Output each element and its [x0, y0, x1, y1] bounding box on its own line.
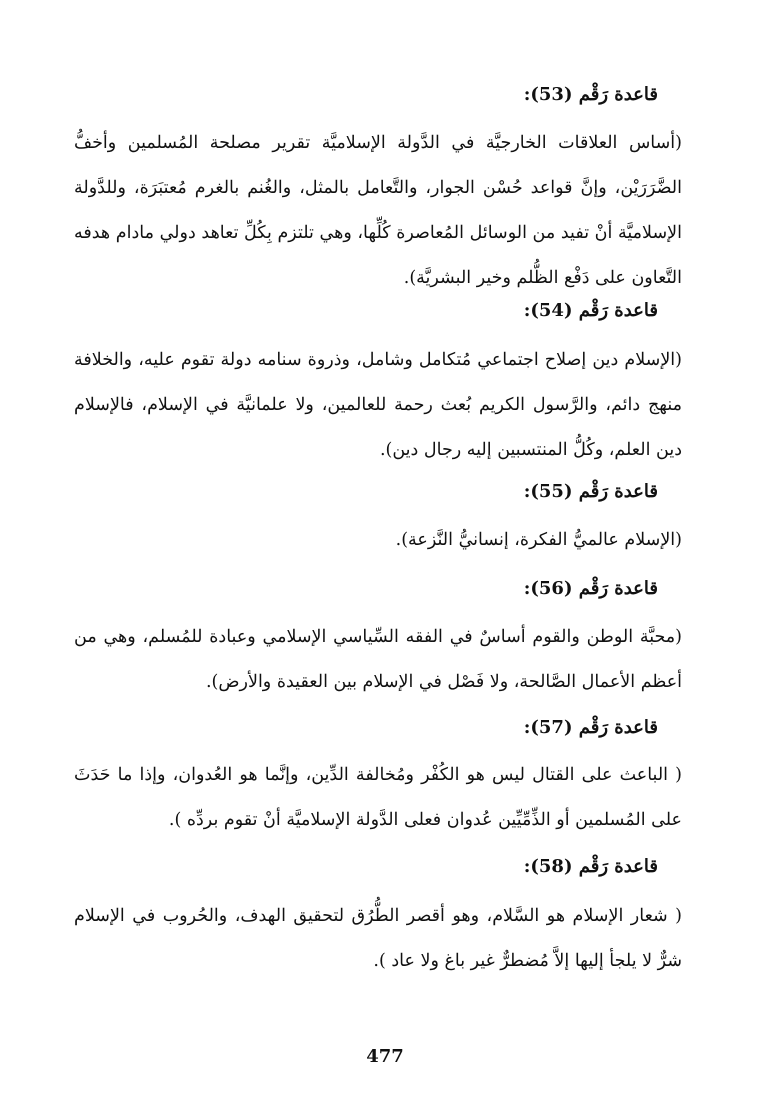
rule-58-heading: قاعدة رَقْم (58): — [523, 856, 658, 877]
rule-55-heading: قاعدة رَقْم (55): — [523, 481, 658, 502]
rule-57-text: ( الباعث على القتال ليس هو الكُفْر ومُخالفة الدِّين، وإنَّما هو العُدوان، وإذا ما حَدَثَ على المُسلمين أو الذِّمِّيِّين عُدوان فعلى الدَّولة الإسلاميَّة أنْ تقوم بردِّه ). — [74, 765, 682, 830]
rule-53-text: (أساس العلاقات الخارجيَّة في الدَّولة الإسلاميَّة تقرير مصلحة المُسلمين وأخفُّ الضَّرَرَيْن، وإنَّ قواعد حُسْن الجوار، والتَّعامل بالمثل، والغُنم بالغرم مُعتبَرَة، وللدَّولة الإسلاميَّة أنْ تفيد من الوسائل المُعاصرة كُلِّها، وهي تلتزم بِكُلِّ تعاهد دولي مادام هدفه التَّعاون على دَفْع الظُّلم وخير البشريَّة). — [74, 133, 682, 288]
rule-56-text: (محبَّة الوطن والقوم أساسٌ في الفقه السِّياسي الإسلامي وعبادة للمُسلم، وهي من أعظم الأعمال الصَّالحة، ولا فَصْل في الإسلام بين العقيدة والأرض). — [74, 627, 682, 692]
rule-54-text: (الإسلام دين إصلاح اجتماعي مُتكامل وشامل، وذروة سنامه دولة تقوم عليه، والخلافة منهج دائم، والرَّسول الكريم بُعث رحمة للعالمين، ولا علمانيَّة في الإسلام، فالإسلام دين العلم، وكُلُّ المنتسبين إليه رجال دين). — [74, 350, 682, 460]
rule-56-heading: قاعدة رَقْم (56): — [523, 578, 658, 599]
rule-54-heading: قاعدة رَقْم (54): — [523, 300, 658, 321]
rule-53-heading: قاعدة رَقْم (53): — [523, 84, 658, 105]
rule-55-text: (الإسلام عالميُّ الفكرة، إنسانيُّ النَّزعة). — [395, 530, 682, 550]
page-number: 477 — [366, 1046, 404, 1067]
rule-58-text: ( شعار الإسلام هو السَّلام، وهو أقصر الطُّرُق لتحقيق الهدف، والحُروب في الإسلام شرٌّ لا يلجأ إليها إلاَّ مُضطرٌّ غير باغ ولا عاد ). — [74, 906, 682, 971]
rule-57-heading: قاعدة رَقْم (57): — [523, 717, 658, 738]
